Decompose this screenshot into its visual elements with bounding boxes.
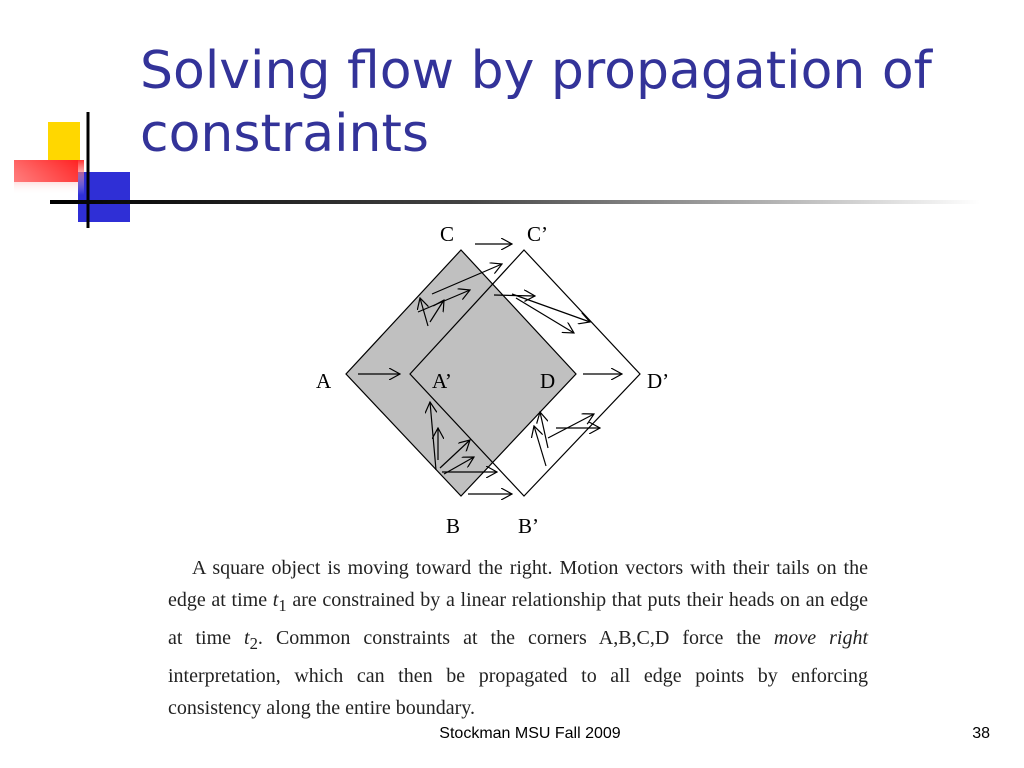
motion-constraint-diagram	[300, 215, 700, 545]
time-t1: t	[272, 589, 279, 611]
title-underline	[50, 196, 980, 208]
deco-yellow-square	[48, 122, 80, 160]
label-d-prime: D’	[647, 369, 670, 393]
label-a-prime: A’	[432, 369, 452, 393]
figure-caption: A square object is moving toward the right. Motion vectors with their tails on the edge at time $t_1$ are constrained by a linear relationship that puts their heads on an edge at time $t_2$. Common constraints at the corners A,B,C,D force the move right interpretation, which can then be propagated to all edge points by enforcing consistency along the entire boundary.	[168, 557, 869, 719]
label-b: B	[446, 514, 461, 538]
label-b-prime: B’	[518, 514, 539, 538]
time-t2: t	[244, 627, 250, 649]
label-d: D	[540, 369, 556, 393]
emphasis-move-right: move right	[773, 627, 869, 649]
label-c: C	[440, 222, 455, 246]
slide-number: 38	[972, 725, 990, 742]
slide-title: Solving flow by propagation of constraints	[140, 41, 932, 164]
slide-footer: Stockman MSU Fall 2009	[439, 725, 621, 742]
label-c-prime: C’	[527, 222, 548, 246]
label-a: A	[316, 369, 332, 393]
